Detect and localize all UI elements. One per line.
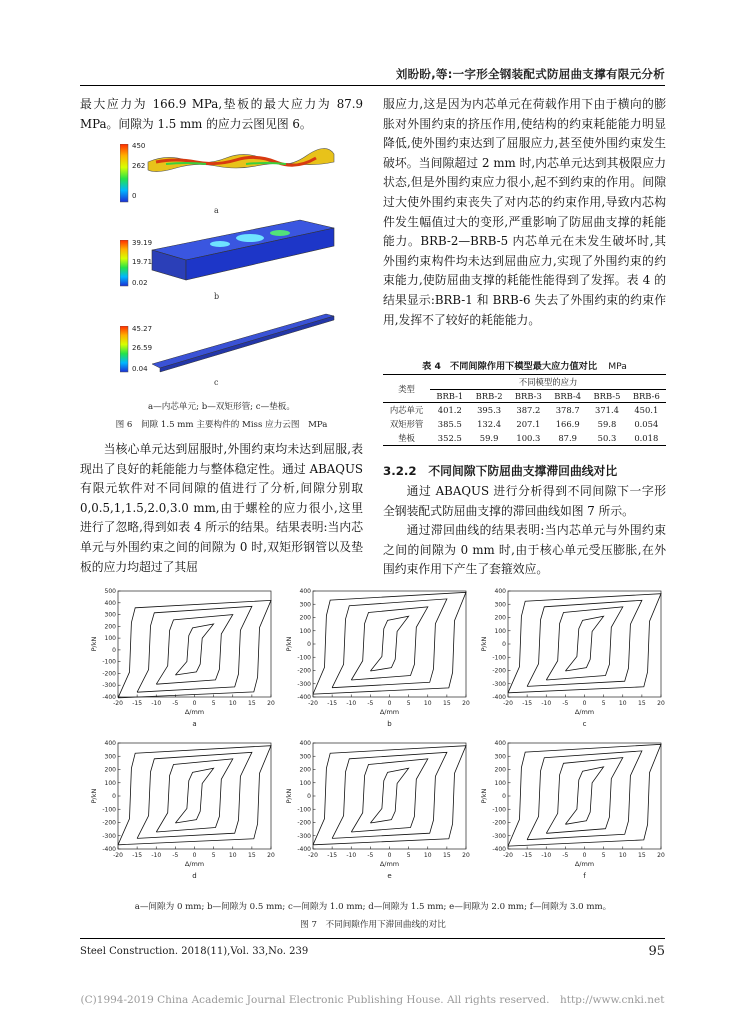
table-col-header: BRB-5 <box>593 391 621 401</box>
table-cell: 0.054 <box>634 419 659 429</box>
x-tick-label: 0 <box>582 852 587 859</box>
left-col-top <box>80 95 363 134</box>
footer-rule <box>80 938 665 939</box>
y-axis-label: P/kN <box>90 636 98 652</box>
colorbar-c-tick: 45.27 <box>132 325 153 333</box>
x-tick-label: -5 <box>562 852 569 859</box>
colorbar-a-tick: 262 <box>132 162 146 170</box>
y-axis-label: P/kN <box>285 636 293 652</box>
x-tick-label: -5 <box>367 700 374 707</box>
table-row <box>383 431 666 446</box>
x-tick-label: 10 <box>618 852 627 859</box>
y-tick-label: 300 <box>104 611 116 619</box>
x-tick-label: 0 <box>582 700 587 707</box>
hysteresis-loop <box>156 759 233 832</box>
table-col-header: BRB-1 <box>436 391 464 401</box>
hysteresis-loop <box>156 615 233 685</box>
y-tick-label: 100 <box>494 627 506 635</box>
hysteresis-loop <box>175 768 213 823</box>
y-tick-label: 300 <box>299 753 311 761</box>
x-tick-label: -15 <box>522 700 533 707</box>
y-tick-label: 100 <box>104 635 116 643</box>
y-tick-label: 0 <box>307 793 311 800</box>
subfigure-label: a <box>214 206 219 215</box>
y-tick-label: -400 <box>102 694 116 701</box>
hysteresis-loop <box>546 607 623 680</box>
y-axis-label: P/kN <box>90 788 98 804</box>
plot-frame <box>118 743 271 849</box>
table-cell: 166.9 <box>555 419 580 429</box>
paragraph: 通过滞回曲线的结果表明:当内芯单元与外围约束之间的间隙为 0 mm 时,由于核心单元受压膨胀,在外围约束作用下产生了套箍效应。 <box>383 523 666 577</box>
table-unit: MPa <box>608 361 627 372</box>
y-tick-label: 100 <box>299 627 311 635</box>
subfigure-label: c <box>582 720 587 728</box>
subfigure-label: e <box>387 872 392 880</box>
paragraph: 通过 ABAQUS 进行分析得到不同间隙下一字形全钢装配式防屈曲支撑的滞回曲线如图 7 所示。 <box>383 484 666 518</box>
y-tick-label: 200 <box>494 766 506 774</box>
x-tick-label: 15 <box>248 852 256 859</box>
x-tick-label: -10 <box>346 700 357 707</box>
x-tick-label: 10 <box>228 852 237 859</box>
colorbar-a-tick: 0 <box>132 192 137 200</box>
y-tick-label: 200 <box>494 614 506 622</box>
subfigure-label: f <box>583 872 586 880</box>
y-tick-label: 300 <box>494 601 506 609</box>
paragraph: 最大应力为 166.9 MPa,垫板的最大应力为 87.9 MPa。间隙为 1.5 mm 的应力云图见图 6。 <box>80 97 363 131</box>
plot-frame <box>508 591 661 697</box>
paragraph: 当核心单元达到屈服时,外围约束均未达到屈服,表现出了良好的耗能能力与整体稳定性。通过 ABAQUS 有限元软件对不同间隙的值进行了分析,间隙分别取 0,0.5,1,1.5,2.0,3.0 mm,由于螺栓的应力很小,这里进行了忽略,得到如表 4 所示的结果。结果表明:当内芯单元与外围约束之间的间隙为 0 时,双矩形钢管以及垫板的应力均超过了其屈 <box>80 442 363 574</box>
x-tick-label: -20 <box>308 852 318 859</box>
x-tick-label: -15 <box>132 852 143 859</box>
hysteresis-loop <box>527 751 642 840</box>
hysteresis-loop <box>175 624 213 675</box>
table-4-title <box>383 358 666 372</box>
figure-7-caption: 图 7 不同间隙作用下滞回曲线的对比 <box>300 920 446 930</box>
y-tick-label: 400 <box>494 740 506 747</box>
x-tick-label: 5 <box>211 700 216 707</box>
y-tick-label: -100 <box>492 806 506 814</box>
x-axis-label: Δ/mm <box>184 860 205 868</box>
x-tick-label: -20 <box>308 700 318 707</box>
y-tick-label: 0 <box>502 641 506 648</box>
x-tick-label: 0 <box>192 700 197 707</box>
x-tick-label: -10 <box>541 700 552 707</box>
table-col-header: BRB-6 <box>632 391 660 401</box>
hysteresis-loop <box>332 752 447 838</box>
x-tick-label: -10 <box>151 700 162 707</box>
x-tick-label: 5 <box>406 700 411 707</box>
right-col-top <box>383 95 666 330</box>
y-tick-label: 200 <box>104 766 116 774</box>
y-tick-label: -300 <box>492 680 506 688</box>
x-tick-label: 0 <box>387 852 392 859</box>
x-tick-label: -15 <box>522 852 533 859</box>
colorbar-b-tick: 0.02 <box>132 279 148 287</box>
subfigure-label: b <box>387 720 392 728</box>
table-cell: 371.4 <box>594 405 619 415</box>
table-cell: 0.018 <box>634 433 659 443</box>
x-tick-label: -10 <box>151 852 162 859</box>
subfigure-label: d <box>192 872 197 880</box>
figure-7-charts <box>80 585 666 890</box>
y-tick-label: -200 <box>492 667 506 675</box>
table-row <box>383 417 666 431</box>
subfigure-label: a <box>192 720 197 728</box>
figure-6-legend: a—内芯单元; b—双矩形管; c—垫板。 <box>147 402 295 412</box>
x-tick-label: 20 <box>657 700 665 707</box>
hysteresis-loop <box>370 768 408 823</box>
section-heading: 3.2.2 不同间隙下防屈曲支撑滞回曲线对比 <box>383 464 618 478</box>
colorbar-b-tick: 19.71 <box>132 258 153 266</box>
table-cell: 387.2 <box>516 405 541 415</box>
y-tick-label: 0 <box>307 641 311 648</box>
table-cell: 378.7 <box>555 405 580 415</box>
x-tick-label: 10 <box>618 700 627 707</box>
y-tick-label: 100 <box>104 779 116 787</box>
y-tick-label: 400 <box>494 588 506 595</box>
y-tick-label: 100 <box>299 779 311 787</box>
figure-6 <box>110 140 340 390</box>
y-tick-label: 200 <box>104 623 116 631</box>
stress-contour-tube <box>150 206 336 286</box>
x-axis-label: Δ/mm <box>574 860 595 868</box>
x-tick-label: 5 <box>601 852 606 859</box>
y-tick-label: -100 <box>492 654 506 662</box>
table-cell: 132.4 <box>477 419 502 429</box>
table-row-name: 双矩形管 <box>389 419 424 429</box>
y-tick-label: -300 <box>102 832 116 840</box>
table-cell: 100.3 <box>516 433 541 443</box>
x-axis-label: Δ/mm <box>379 860 400 868</box>
x-tick-label: -15 <box>132 700 143 707</box>
x-tick-label: 20 <box>267 700 275 707</box>
table-col-header: BRB-4 <box>554 391 582 401</box>
x-tick-label: -5 <box>367 852 374 859</box>
x-axis-label: Δ/mm <box>184 708 205 716</box>
y-tick-label: -400 <box>297 846 311 853</box>
x-tick-label: -5 <box>172 852 179 859</box>
x-tick-label: 20 <box>462 852 470 859</box>
colorbar-c-tick: 26.59 <box>132 344 153 352</box>
y-tick-label: -200 <box>297 819 311 827</box>
x-tick-label: -5 <box>172 700 179 707</box>
y-tick-label: 200 <box>299 766 311 774</box>
x-tick-label: 10 <box>423 700 432 707</box>
table-cell: 450.1 <box>634 405 659 415</box>
x-tick-label: -10 <box>346 852 357 859</box>
y-tick-label: 400 <box>299 588 311 595</box>
x-tick-label: -5 <box>562 700 569 707</box>
y-tick-label: -100 <box>102 806 116 814</box>
x-tick-label: 0 <box>192 852 197 859</box>
header-rule <box>80 85 665 86</box>
hysteresis-loop <box>137 606 252 692</box>
subfigure-label: b <box>214 292 220 301</box>
table-row-name: 内芯单元 <box>389 405 424 415</box>
y-tick-label: -200 <box>102 819 116 827</box>
table-cell: 50.3 <box>597 433 617 443</box>
y-tick-label: 0 <box>502 793 506 800</box>
y-tick-label: -200 <box>492 819 506 827</box>
table-cell: 59.8 <box>597 419 617 429</box>
running-header: 刘盼盼,等:一字形全钢装配式防屈曲支撑有限元分析 <box>395 67 665 81</box>
hysteresis-loop <box>137 752 252 838</box>
table-cell: 207.1 <box>516 419 541 429</box>
y-tick-label: -400 <box>492 694 506 701</box>
colorbar-b-tick: 39.19 <box>132 239 153 247</box>
x-tick-label: -15 <box>327 700 338 707</box>
y-tick-label: 400 <box>104 740 116 747</box>
footer-journal: Steel Construction. 2018(11),Vol. 33,No. 239 <box>80 946 309 957</box>
y-tick-label: 400 <box>299 740 311 747</box>
y-tick-label: 400 <box>104 599 116 607</box>
y-tick-label: -300 <box>492 832 506 840</box>
plot-frame <box>313 743 466 849</box>
table-cell: 59.9 <box>479 433 499 443</box>
figure-7-legend: a—间隙为 0 mm; b—间隙为 0.5 mm; c—间隙为 1.0 mm; d—间隙为 1.5 mm; e—间隙为 2.0 mm; f—间隙为 3.0 mm。 <box>134 902 612 912</box>
right-col-bottom <box>383 482 666 580</box>
x-tick-label: 15 <box>443 852 451 859</box>
hysteresis-loop <box>370 616 408 671</box>
y-axis-label: P/kN <box>480 788 488 804</box>
watermark: (C)1994-2019 China Academic Journal Electronic Publishing House. All rights reserved. http://www.cnki.net <box>80 994 665 1006</box>
x-tick-label: -20 <box>503 700 513 707</box>
table-cell: 352.5 <box>437 433 462 443</box>
y-tick-label: 0 <box>112 646 116 654</box>
y-tick-label: -100 <box>297 654 311 662</box>
y-tick-label: 100 <box>494 779 506 787</box>
hysteresis-loop <box>546 758 623 834</box>
table-row <box>383 403 666 418</box>
table-cell: 87.9 <box>558 433 577 443</box>
y-axis-label: P/kN <box>285 788 293 804</box>
x-tick-label: 5 <box>211 852 216 859</box>
colorbar-a-tick: 450 <box>132 142 146 150</box>
x-tick-label: 15 <box>638 700 646 707</box>
x-tick-label: 5 <box>601 700 606 707</box>
left-col-bottom <box>80 440 363 577</box>
table-cell: 395.3 <box>477 405 502 415</box>
paragraph: 服应力,这是因为内芯单元在荷载作用下由于横向的膨胀对外围约束的挤压作用,使结构的约束耗能能力明显降低,使外围约束达到了屈服应力,甚至使外围约束发生破坏。当间隙超过 2 mm 时,内芯单元达到其极限应力状态,但是外围约束应力很小,起不到约束的作用。间隙过大使外围约束丧失了对内芯的约束作用,导致内芯构件发生幅值过大的变形,严重影响了防屈曲支撑的耗能能力。BRB-2—BRB-5 内芯单元在未发生破坏时,其外围约束构件均未达到屈曲应力,实现了外围约束的约束能力,使防屈曲支撑的耗能性能得到了发挥。表 4 的结果显示:BRB-1 和 BRB-6 失去了外围约束的约束作用,发挥不了较好的耗能能力。 <box>383 97 666 327</box>
hysteresis-loop <box>565 616 603 671</box>
x-tick-label: 20 <box>657 852 665 859</box>
x-tick-label: -15 <box>327 852 338 859</box>
x-tick-label: -10 <box>541 852 552 859</box>
x-tick-label: 5 <box>406 852 411 859</box>
subfigure-label: c <box>214 378 219 387</box>
table-cell: 401.2 <box>437 405 462 415</box>
y-tick-label: -200 <box>102 670 116 678</box>
colorbar-c-tick: 0.04 <box>132 365 148 373</box>
x-tick-label: 10 <box>423 852 432 859</box>
y-tick-label: -100 <box>102 658 116 666</box>
x-axis-label: Δ/mm <box>574 708 595 716</box>
y-tick-label: -100 <box>297 806 311 814</box>
y-tick-label: -200 <box>297 667 311 675</box>
x-tick-label: 15 <box>638 852 646 859</box>
x-tick-label: -20 <box>503 852 513 859</box>
y-tick-label: -400 <box>102 846 116 853</box>
y-tick-label: -300 <box>297 680 311 688</box>
y-tick-label: -400 <box>297 694 311 701</box>
hysteresis-loop <box>351 607 428 680</box>
table-row-name: 垫板 <box>398 433 415 443</box>
page-number: 95 <box>648 944 665 959</box>
table-4 <box>383 374 666 446</box>
y-tick-label: -400 <box>492 846 506 853</box>
table-header-group: 不同模型的应力 <box>430 375 666 390</box>
y-tick-label: -300 <box>297 832 311 840</box>
y-tick-label: 200 <box>299 614 311 622</box>
y-tick-label: 300 <box>494 753 506 761</box>
y-tick-label: 0 <box>112 793 116 800</box>
x-tick-label: 0 <box>387 700 392 707</box>
stress-contour-core <box>146 140 336 180</box>
x-tick-label: 20 <box>462 700 470 707</box>
table-header-type: 类型 <box>383 375 430 403</box>
x-tick-label: 15 <box>443 700 451 707</box>
x-tick-label: -20 <box>113 852 123 859</box>
table-title: 表 4 不同间隙作用下模型最大应力值对比 <box>422 361 598 372</box>
x-tick-label: 20 <box>267 852 275 859</box>
hysteresis-loop <box>332 599 447 688</box>
stress-contour-plate <box>150 306 336 376</box>
figure-6-caption: 图 6 间隙 1.5 mm 主要构件的 Miss 应力云图 MPa <box>115 420 328 430</box>
y-tick-label: -300 <box>102 682 116 690</box>
x-axis-label: Δ/mm <box>379 708 400 716</box>
y-tick-label: 500 <box>104 588 116 595</box>
y-axis-label: P/kN <box>480 636 488 652</box>
x-tick-label: -20 <box>113 700 123 707</box>
y-tick-label: 300 <box>299 601 311 609</box>
hysteresis-loop <box>565 767 603 825</box>
x-tick-label: 15 <box>248 700 256 707</box>
table-col-header: BRB-3 <box>514 391 542 401</box>
table-cell: 385.5 <box>437 419 462 429</box>
table-col-header: BRB-2 <box>475 391 503 401</box>
x-tick-label: 10 <box>228 700 237 707</box>
hysteresis-loop <box>351 759 428 832</box>
y-tick-label: 300 <box>104 753 116 761</box>
hysteresis-loop <box>527 600 642 686</box>
